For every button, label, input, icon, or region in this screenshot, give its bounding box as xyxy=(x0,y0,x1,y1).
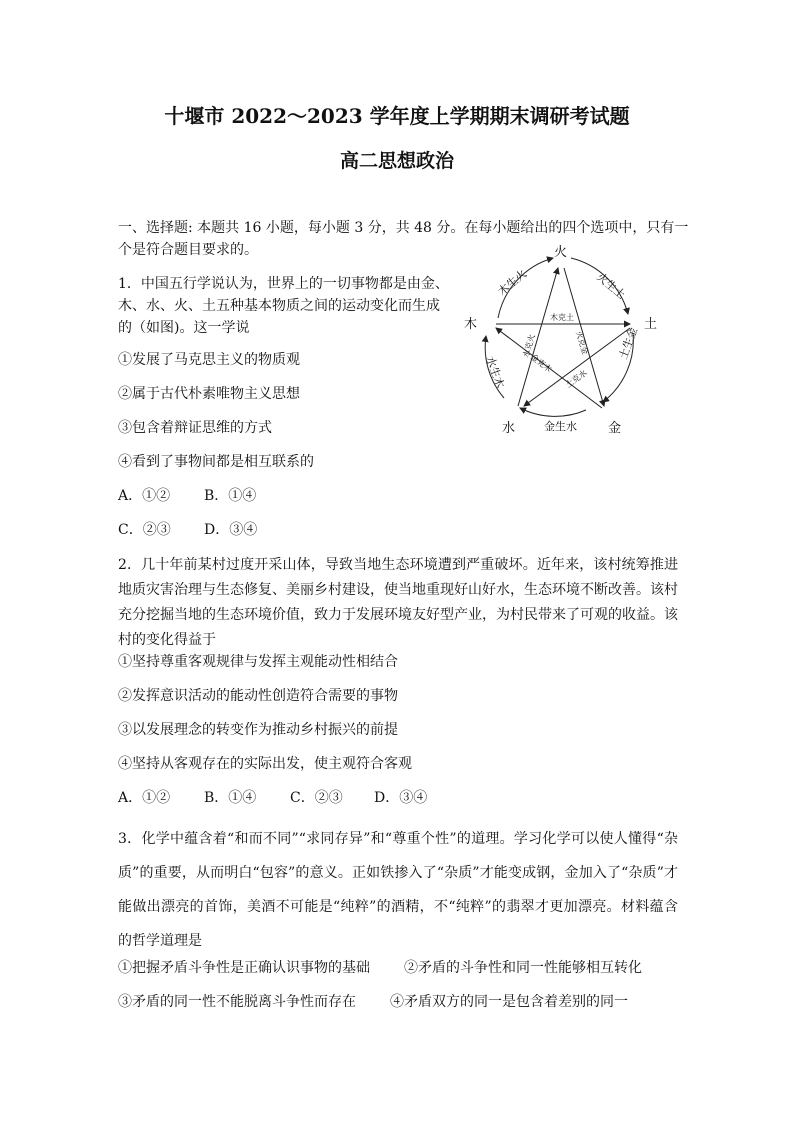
label-metal-over-wood: 金克木 xyxy=(528,352,554,375)
q1-stem-line1: 1．中国五行学说认为，世界上的一切事物都是由金、 xyxy=(118,276,449,292)
q1-statement-4: ④看到了事物间都是相互联系的 xyxy=(118,454,314,470)
label-fire-over-metal: 火克金 xyxy=(574,329,590,356)
five-elements-diagram xyxy=(458,240,668,440)
q2-statement-4: ④坚持从客观存在的实际出发，使主观符合客观 xyxy=(118,756,412,772)
label-water-gen-wood: 水生木 xyxy=(483,354,507,391)
label-earth-over-water: 土克水 xyxy=(563,368,589,390)
q2-option-d: D．③④ xyxy=(374,790,428,806)
q1-stem-line3: 的（如图)。这一学说 xyxy=(118,320,250,336)
q3-statement-1: ①把握矛盾斗争性是正确认识事物的基础 xyxy=(118,960,370,976)
q2-option-a: A．①② xyxy=(118,790,171,806)
q3-statement-3: ③矛盾的同一性不能脱离斗争性而存在 xyxy=(118,994,356,1010)
q3-statement-4: ④矛盾双方的同一是包含着差别的同一 xyxy=(390,994,628,1010)
q1-statement-1: ①发展了马克思主义的物质观 xyxy=(118,352,300,368)
q1-option-c: C．②③ xyxy=(118,522,171,538)
element-metal: 金 xyxy=(608,421,622,436)
q1-statement-3: ③包含着辩证思维的方式 xyxy=(118,420,272,436)
arc-metal-water xyxy=(520,408,586,416)
q2-statement-1: ①坚持尊重客观规律与发挥主观能动性相结合 xyxy=(118,654,398,670)
q3-statement-2: ②矛盾的斗争性和同一性能够相互转化 xyxy=(404,960,642,976)
q2-statement-2: ②发挥意识活动的能动性创造符合需要的事物 xyxy=(118,688,398,704)
q1-option-d: D．③④ xyxy=(204,522,258,538)
page-title: 十堰市 2022～2023 学年度上学期期末调研考试题 xyxy=(164,104,630,128)
label-fire-gen-earth: 火生土 xyxy=(594,270,628,302)
label-metal-gen-water: 金生水 xyxy=(544,420,577,433)
element-fire: 火 xyxy=(554,245,568,260)
q3-stem: 3．化学中蕴含着“和而不同”“求同存异”和“尊重个性”的道理。学习化学可以使人懂得“杂质”的重要，从而明白“包容”的意义。正如铁掺入了“杂质”才能变成钢，金加入了“杂质”才能做出漂亮的首饰，美酒不可能是“纯粹”的酒精，不“纯粹”的翡翠才更加漂亮。材料蕴含的哲学道理是 xyxy=(118,831,678,949)
q1-statement-2: ②属于古代朴素唯物主义思想 xyxy=(118,386,300,402)
page-subtitle: 高二思想政治 xyxy=(339,150,454,172)
q2-statement-3: ③以发展理念的转变作为推动乡村振兴的前提 xyxy=(118,722,398,738)
q2-stem: 2．几十年前某村过度开采山体，导致当地生态环境遭到严重破坏。近年来，该村统筹推进地质灾害治理与生态修复、美丽乡村建设，使当地重现好山好水，生态环境不断改善。该村充分挖掘当地的生态环境价值，致力于发展环境友好型产业，为村民带来了可观的收益。该村的变化得益于 xyxy=(118,557,678,648)
element-earth: 土 xyxy=(644,317,658,332)
section-intro-line1: 一、选择题: 本题共 16 小题，每小题 3 分，共 48 分。在每小题给出的四个选项中，只有一 xyxy=(118,220,689,236)
q1-option-a: A．①② xyxy=(118,488,171,504)
q2-option-c: C．②③ xyxy=(290,790,343,806)
element-water: 水 xyxy=(502,421,516,436)
element-wood: 木 xyxy=(464,317,478,332)
label-wood-gen-fire: 木生火 xyxy=(495,267,530,299)
label-earth-gen-metal: 土生金 xyxy=(616,325,641,362)
section-intro-line2: 个是符合题目要求的。 xyxy=(118,242,258,258)
label-water-over-fire: 水克火 xyxy=(521,333,537,359)
q2-option-b: B．①④ xyxy=(204,790,257,806)
q1-stem-line2: 木、水、火、土五种基本物质之间的运动变化而生成 xyxy=(118,298,440,314)
q1-option-b: B．①④ xyxy=(204,488,257,504)
label-wood-over-earth: 木克土 xyxy=(550,313,574,322)
